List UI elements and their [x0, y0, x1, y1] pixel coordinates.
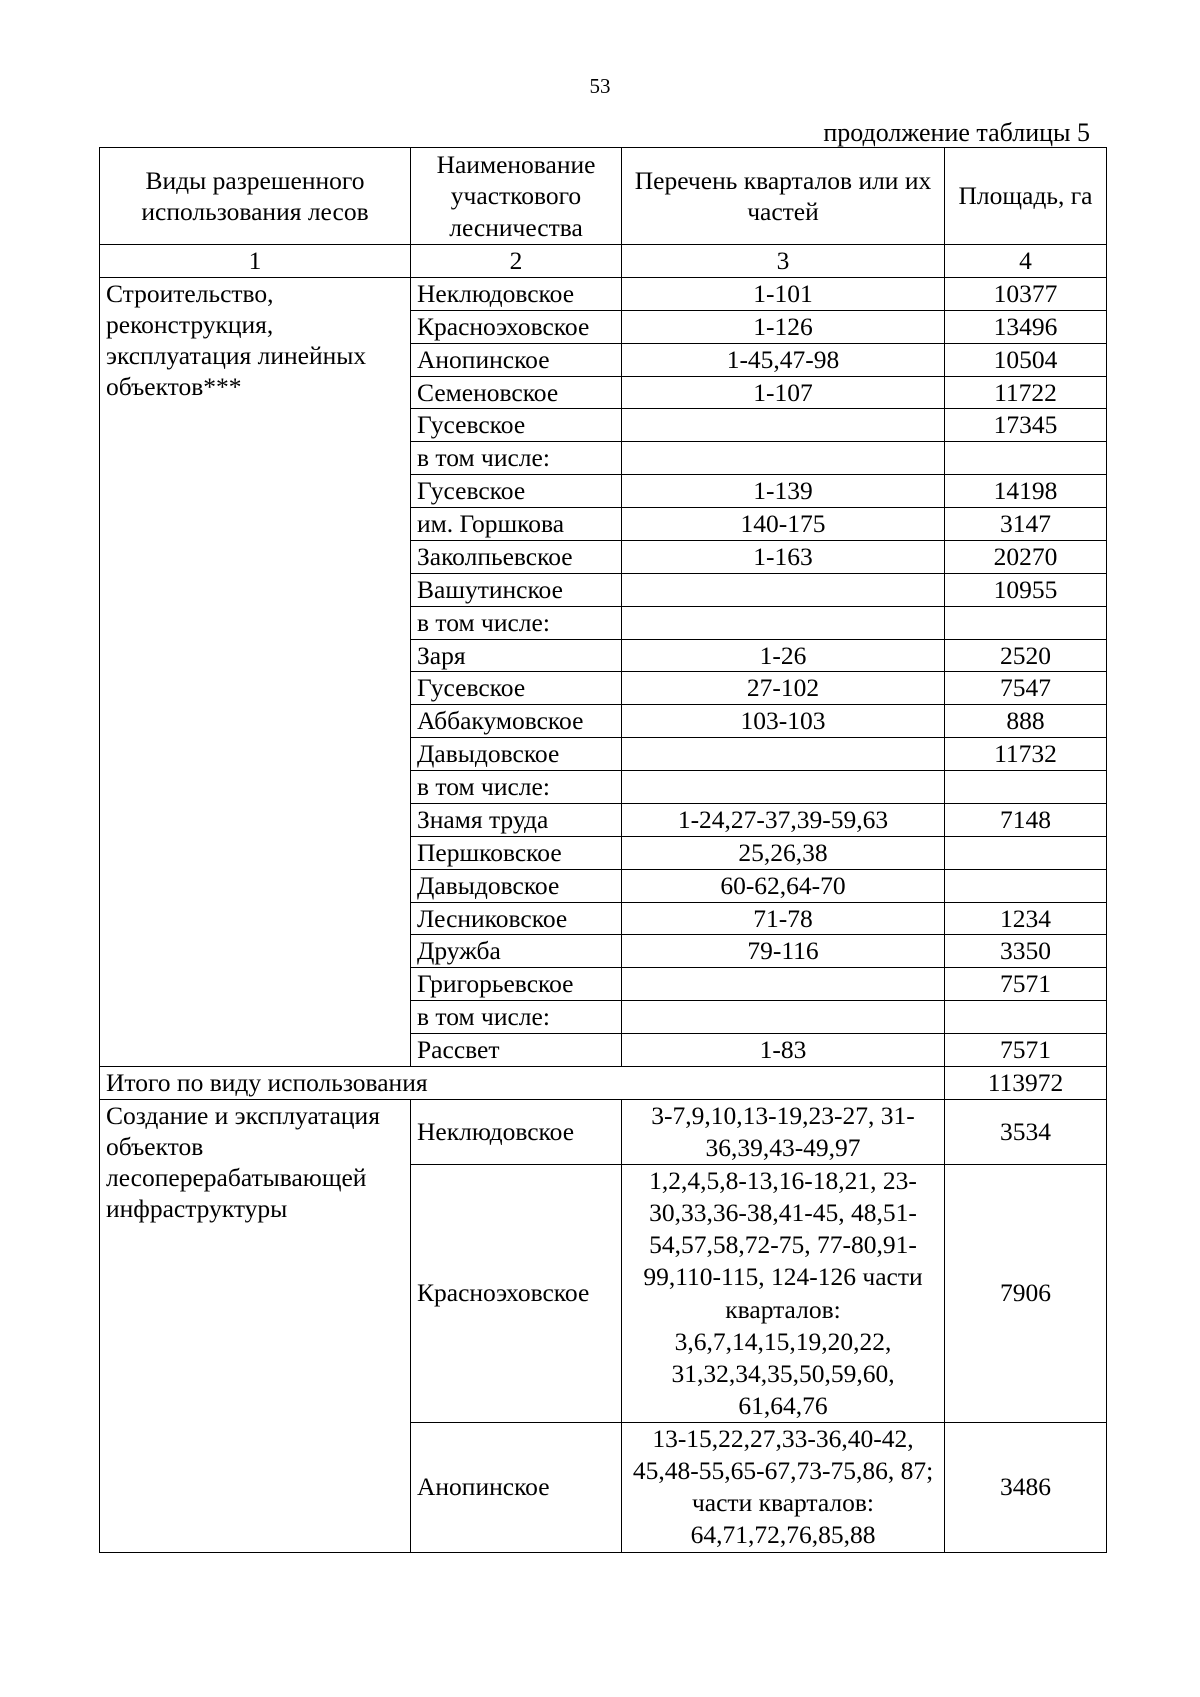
forestry-name-cell: Лесниковское	[411, 902, 622, 935]
area-cell: 11732	[945, 738, 1107, 771]
forest-usage-table	[99, 147, 1107, 1553]
forestry-name-cell: Красноэховское	[411, 1165, 622, 1423]
forestry-name-cell: Рассвет	[411, 1034, 622, 1067]
area-cell	[945, 606, 1107, 639]
quarters-cell: 13-15,22,27,33-36,40-42, 45,48-55,65-67,73-75,86, 87; части кварталов: 64,71,72,76,85,88	[622, 1423, 945, 1553]
quarters-cell: 1-126	[622, 310, 945, 343]
quarters-cell: 60-62,64-70	[622, 869, 945, 902]
forestry-name-cell: Неклюдовское	[411, 1099, 622, 1164]
quarters-cell: 71-78	[622, 902, 945, 935]
table-header-row	[100, 148, 1107, 245]
total-label: Итого по виду использования	[100, 1066, 945, 1099]
area-cell: 10504	[945, 343, 1107, 376]
forestry-name-cell: Красноэховское	[411, 310, 622, 343]
quarters-cell	[622, 573, 945, 606]
forestry-name-cell: Аббакумовское	[411, 705, 622, 738]
area-cell: 7547	[945, 672, 1107, 705]
quarters-cell	[622, 738, 945, 771]
area-cell: 20270	[945, 540, 1107, 573]
forestry-name-cell: Заколпьевское	[411, 540, 622, 573]
usage-type-cell: Строительство, реконструкция, эксплуатация линейных объектов***	[100, 277, 411, 1066]
area-cell: 3350	[945, 935, 1107, 968]
header-usage-type: Виды разрешенного использования лесов	[100, 148, 411, 245]
table-row	[100, 1099, 1107, 1164]
quarters-cell: 1-24,27-37,39-59,63	[622, 803, 945, 836]
quarters-cell: 1-163	[622, 540, 945, 573]
area-cell: 13496	[945, 310, 1107, 343]
area-cell: 3534	[945, 1099, 1107, 1164]
forestry-name-cell: Заря	[411, 639, 622, 672]
forestry-name-cell: Гусевское	[411, 475, 622, 508]
header-quarters-list: Перечень кварталов или их частей	[622, 148, 945, 245]
area-cell	[945, 771, 1107, 804]
total-value: 113972	[945, 1066, 1107, 1099]
usage-type-cell: Создание и эксплуатация объектов лесоперерабатывающей инфраструктуры	[100, 1099, 411, 1552]
area-cell: 7148	[945, 803, 1107, 836]
quarters-cell: 25,26,38	[622, 836, 945, 869]
quarters-cell: 1,2,4,5,8-13,16-18,21, 23-30,33,36-38,41-45, 48,51-54,57,58,72-75, 77-80,91-99,110-115, 124-126 части кварталов: 3,6,7,14,15,19,20,22, 31,32,34,35,50,59,60, 61,64,76	[622, 1165, 945, 1423]
total-row	[100, 1066, 1107, 1099]
forestry-name-cell: в том числе:	[411, 606, 622, 639]
area-cell: 11722	[945, 376, 1107, 409]
area-cell: 1234	[945, 902, 1107, 935]
page-number: 53	[589, 74, 611, 98]
area-cell: 7906	[945, 1165, 1107, 1423]
forestry-name-cell: Анопинское	[411, 1423, 622, 1553]
header-area: Площадь, га	[945, 148, 1107, 245]
forestry-name-cell: Неклюдовское	[411, 277, 622, 310]
table-continuation-label: продолжение таблицы 5	[823, 118, 1090, 147]
area-cell: 7571	[945, 968, 1107, 1001]
forestry-name-cell: в том числе:	[411, 771, 622, 804]
header-forestry-name: Наименование участкового лесничества	[411, 148, 622, 245]
area-cell: 10377	[945, 277, 1107, 310]
quarters-cell	[622, 1001, 945, 1034]
area-cell: 17345	[945, 409, 1107, 442]
quarters-cell: 140-175	[622, 508, 945, 541]
quarters-cell: 1-107	[622, 376, 945, 409]
forestry-name-cell: Давыдовское	[411, 869, 622, 902]
forestry-name-cell: им. Горшкова	[411, 508, 622, 541]
quarters-cell: 1-26	[622, 639, 945, 672]
quarters-cell	[622, 968, 945, 1001]
quarters-cell: 1-139	[622, 475, 945, 508]
forestry-name-cell: Вашутинское	[411, 573, 622, 606]
column-number: 2	[411, 245, 622, 278]
area-cell	[945, 442, 1107, 475]
forestry-name-cell: Гусевское	[411, 409, 622, 442]
quarters-cell	[622, 409, 945, 442]
forestry-name-cell: Дружба	[411, 935, 622, 968]
area-cell: 3147	[945, 508, 1107, 541]
forestry-name-cell: Давыдовское	[411, 738, 622, 771]
quarters-cell	[622, 771, 945, 804]
column-number: 1	[100, 245, 411, 278]
quarters-cell: 79-116	[622, 935, 945, 968]
quarters-cell: 3-7,9,10,13-19,23-27, 31-36,39,43-49,97	[622, 1099, 945, 1164]
forestry-name-cell: в том числе:	[411, 1001, 622, 1034]
area-cell: 7571	[945, 1034, 1107, 1067]
quarters-cell: 1-83	[622, 1034, 945, 1067]
area-cell: 2520	[945, 639, 1107, 672]
quarters-cell	[622, 606, 945, 639]
area-cell	[945, 869, 1107, 902]
quarters-cell: 103-103	[622, 705, 945, 738]
quarters-cell: 1-45,47-98	[622, 343, 945, 376]
quarters-cell: 1-101	[622, 277, 945, 310]
area-cell: 3486	[945, 1423, 1107, 1553]
quarters-cell: 27-102	[622, 672, 945, 705]
forestry-name-cell: Гусевское	[411, 672, 622, 705]
forestry-name-cell: Григорьевское	[411, 968, 622, 1001]
quarters-cell	[622, 442, 945, 475]
area-cell	[945, 836, 1107, 869]
forestry-name-cell: Першковское	[411, 836, 622, 869]
area-cell: 888	[945, 705, 1107, 738]
forestry-name-cell: Семеновское	[411, 376, 622, 409]
column-number: 3	[622, 245, 945, 278]
table-row	[100, 277, 1107, 310]
forestry-name-cell: Знамя труда	[411, 803, 622, 836]
column-numbers-row	[100, 245, 1107, 278]
forestry-name-cell: Анопинское	[411, 343, 622, 376]
area-cell	[945, 1001, 1107, 1034]
area-cell: 14198	[945, 475, 1107, 508]
forestry-name-cell: в том числе:	[411, 442, 622, 475]
column-number: 4	[945, 245, 1107, 278]
area-cell: 10955	[945, 573, 1107, 606]
